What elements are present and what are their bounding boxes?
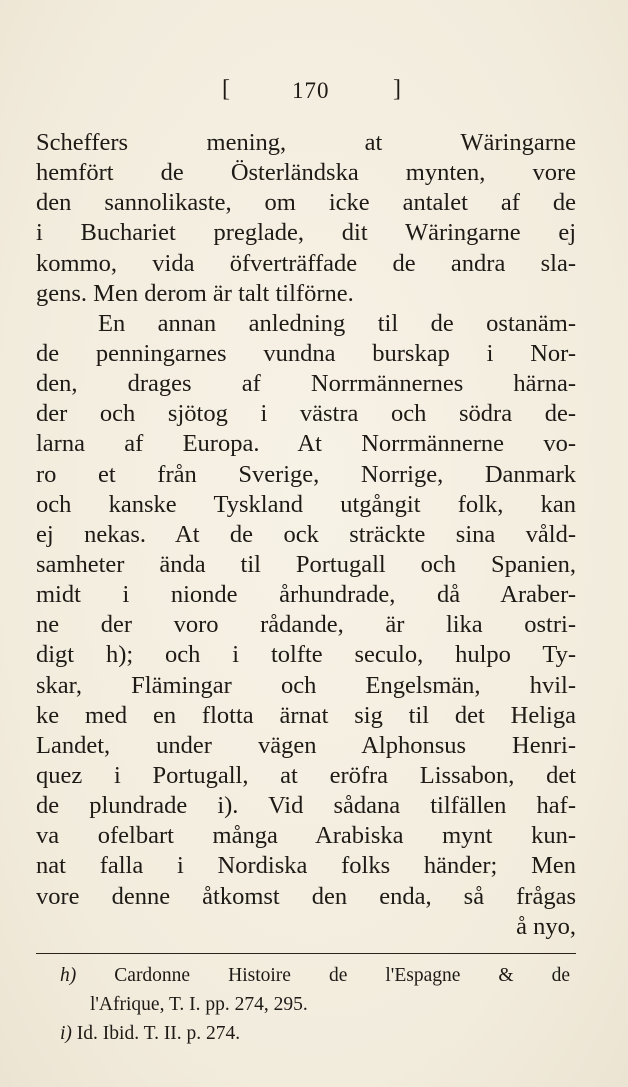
text-line: den sannolikaste, om icke antalet af de — [36, 189, 576, 217]
text-line: digt h); och i tolfte seculo, hulpo Ty- — [36, 641, 576, 669]
text-line: samheter ända til Portugall och Spanien, — [36, 550, 576, 578]
header-bracket-right: ] — [393, 76, 401, 102]
footnotes — [60, 961, 570, 1048]
text-line: i Buchariet preglade, dit Wäringarne ej — [36, 219, 576, 247]
footnote-text: Id. Ibid. T. II. p. 274. — [76, 1023, 241, 1044]
text-line: larna af Europa. At Norrmännerne vo- — [36, 430, 576, 458]
text-line: ro et från Sverige, Norrige, Danmark — [36, 460, 576, 488]
text-line: hemfört de Österländska mynten, vore — [36, 159, 576, 187]
text-line: och kanske Tyskland utgångit folk, kan — [36, 490, 576, 518]
text-line: va ofelbart många Arabiska mynt kun- — [36, 822, 576, 850]
footnote-divider — [36, 953, 576, 954]
body-text — [36, 128, 576, 942]
text-line: ne der voro rådande, är lika ostri- — [36, 611, 576, 639]
text-line: skar, Flämingar och Engelsmän, hvil- — [36, 671, 576, 699]
text-line: gens. Men derom är talt tilförne. — [36, 279, 354, 307]
text-line: der och sjötog i västra och södra de- — [36, 400, 576, 428]
text-line: vore denne åtkomst den enda, så frågas — [36, 882, 576, 910]
text-line: kommo, vida öfverträffade de andra sla- — [36, 249, 576, 277]
footnote-h — [60, 961, 570, 990]
footnote-marker: h) — [60, 965, 77, 986]
text-line: quez i Portugall, at eröfra Lissabon, det — [36, 761, 576, 789]
text-line: de penningarnes vundna burskap i Nor- — [36, 339, 576, 367]
footnote-marker: i) — [60, 1023, 72, 1044]
text-line: midt i nionde århundrade, då Araber- — [36, 581, 576, 609]
header-bracket-left: [ — [222, 76, 230, 102]
text-line: den, drages af Norrmännernes härna- — [36, 370, 576, 398]
text-line: Landet, under vägen Alphonsus Henri- — [36, 731, 576, 759]
text-line: En annan anledning til de ostanäm- — [98, 309, 576, 337]
text-line: de plundrade i). Vid sådana tilfällen haf- — [36, 792, 576, 820]
text-line: ej nekas. At de ock sträckte sina våld- — [36, 520, 576, 548]
catchword: å nyo, — [516, 912, 576, 940]
footnote-i — [60, 1019, 570, 1048]
text-line: ke med en flotta ärnat sig til det Heliga — [36, 701, 576, 729]
text-line: Scheffers mening, at Wäringarne — [36, 129, 576, 156]
text-line: nat falla i Nordiska folks händer; Men — [36, 852, 576, 880]
footnote-text: Cardonne Histoire de l'Espagne & de — [114, 965, 571, 986]
page-number: 170 — [292, 78, 330, 103]
footnote-h-continued: l'Afrique, T. I. pp. 274, 295. — [90, 994, 308, 1015]
page-header — [0, 74, 628, 114]
